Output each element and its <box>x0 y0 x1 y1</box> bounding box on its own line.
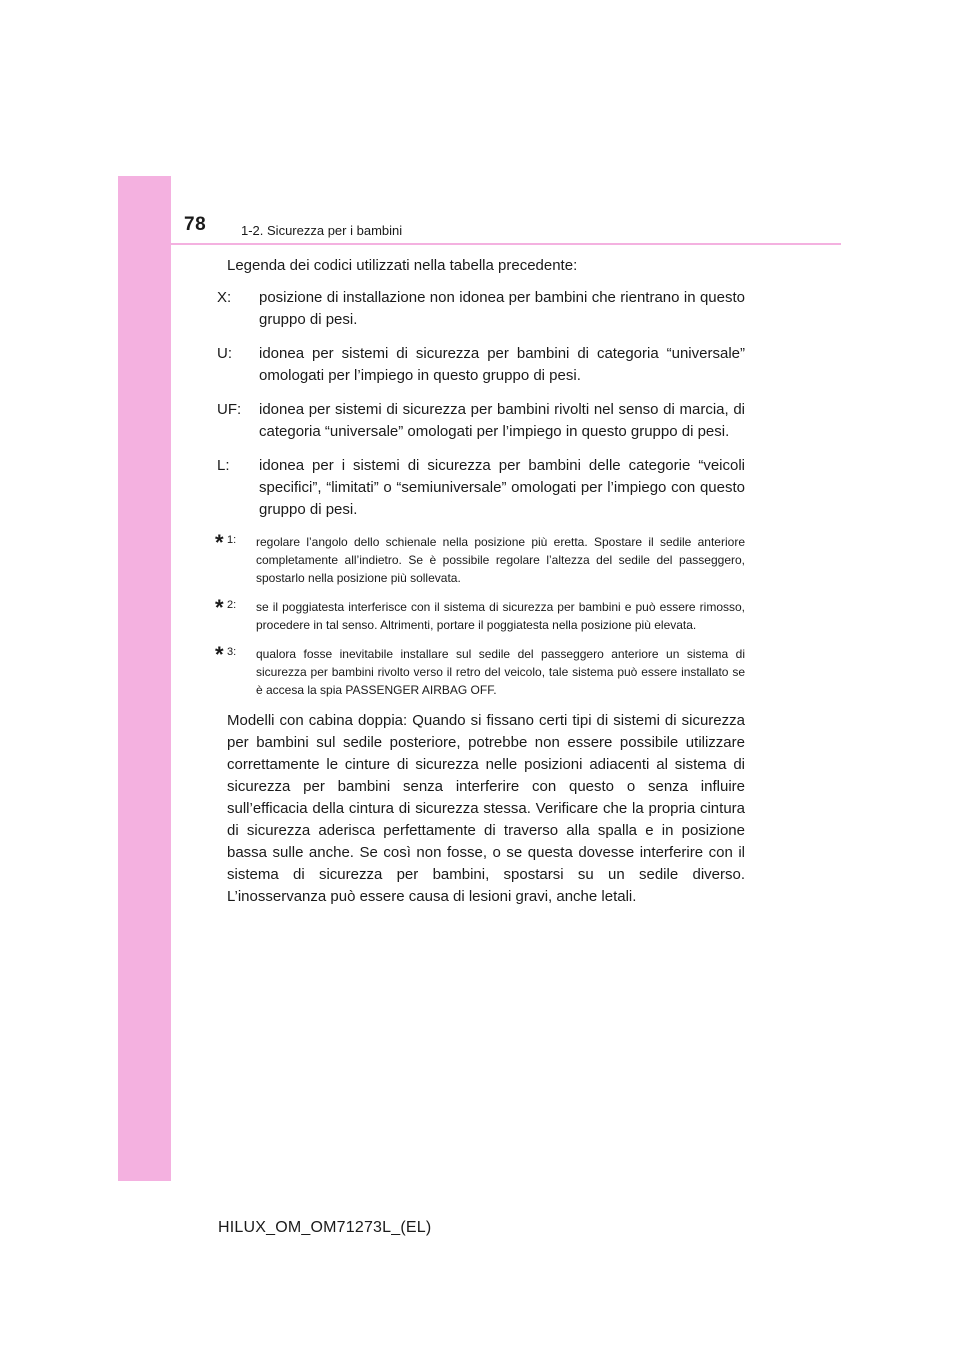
page-number: 78 <box>184 214 207 235</box>
asterisk-icon: * <box>215 642 224 667</box>
footnote-text: regolare l’angolo dello schienale nella posizione più eretta. Spostare il sedile anteriore completamente all’indietro. Se è possibile regolare l’altezza del sedile del passeggero, spostarlo nella posizione più sollevata. <box>256 535 745 585</box>
asterisk-icon: * <box>215 595 224 620</box>
footnote-marker <box>214 642 256 699</box>
footnote-number: 2: <box>227 599 237 611</box>
legend-text: idonea per i sistemi di sicurezza per bambini delle categorie “veicoli specifici”, “limitati” o “semiuniversale” omologati per l’impiego con questo gruppo di pesi. <box>259 457 745 518</box>
legend-item-l <box>214 455 745 521</box>
legend-code: U: <box>217 345 232 362</box>
legend-item-x <box>214 287 745 331</box>
legend-item-uf <box>214 399 745 443</box>
legend-text: idonea per sistemi di sicurezza per bambini di categoria “universale” omologati per l’impiego in questo gruppo di pesi. <box>259 345 745 384</box>
footnote-1 <box>214 530 745 587</box>
legend-text: idonea per sistemi di sicurezza per bambini rivolti nel senso di marcia, di categoria “universale” omologati per l’impiego in questo gruppo di pesi. <box>259 401 745 440</box>
footnote-text: se il poggiatesta interferisce con il sistema di sicurezza per bambini e può essere rimosso, procedere in tal senso. Altrimenti, portare il poggiatesta nella posizione più elevata. <box>256 600 745 632</box>
legend-code: X: <box>217 289 232 306</box>
footnote-marker <box>214 595 256 634</box>
document-code-footer: HILUX_OM_OM71273L_(EL) <box>218 1219 432 1236</box>
asterisk-icon: * <box>215 530 224 555</box>
footnote-number: 3: <box>227 646 237 658</box>
page-content <box>214 251 745 908</box>
sidebar-band <box>118 176 171 1181</box>
footnote-text: qualora fosse inevitabile installare sul sedile del passeggero anteriore un sistema di sicurezza per bambini rivolto verso il retro del veicolo, tale sistema può essere installato se è accesa la spia PASSENGER AIRBAG OFF. <box>256 647 745 697</box>
legend-item-u <box>214 343 745 387</box>
body-paragraph: Modelli con cabina doppia: Quando si fissano certi tipi di sistemi di sicurezza per bambini sul sedile posteriore, potrebbe non essere possibile utilizzare correttamente le cinture di sicurezza nelle posizioni adiacenti al sistema di sicurezza per bambini senza interferire con questo o senza influire sull’efficacia della cintura di sicurezza stessa. Verificare che la propria cintura di sicurezza aderisca perfettamente di traverso alla spalla e in posizione bassa sulle anche. Se così non fosse, o se questa dovesse interferire con il sistema di sicurezza per bambini, spostarsi su un sedile diverso. L’inosservanza può essere causa di lesioni gravi, anche letali. <box>227 712 745 905</box>
footnote-2 <box>214 595 745 634</box>
legend-intro: Legenda dei codici utilizzati nella tabella precedente: <box>227 257 578 274</box>
legend-text: posizione di installazione non idonea per bambini che rientrano in questo gruppo di pesi. <box>259 289 745 328</box>
legend-code: L: <box>217 457 230 474</box>
footnote-number: 1: <box>227 534 237 546</box>
header-rule <box>171 243 841 245</box>
footnote-marker <box>214 530 256 587</box>
footnote-3 <box>214 642 745 699</box>
legend-code: UF: <box>217 401 242 418</box>
section-title: 1-2. Sicurezza per i bambini <box>241 223 403 238</box>
